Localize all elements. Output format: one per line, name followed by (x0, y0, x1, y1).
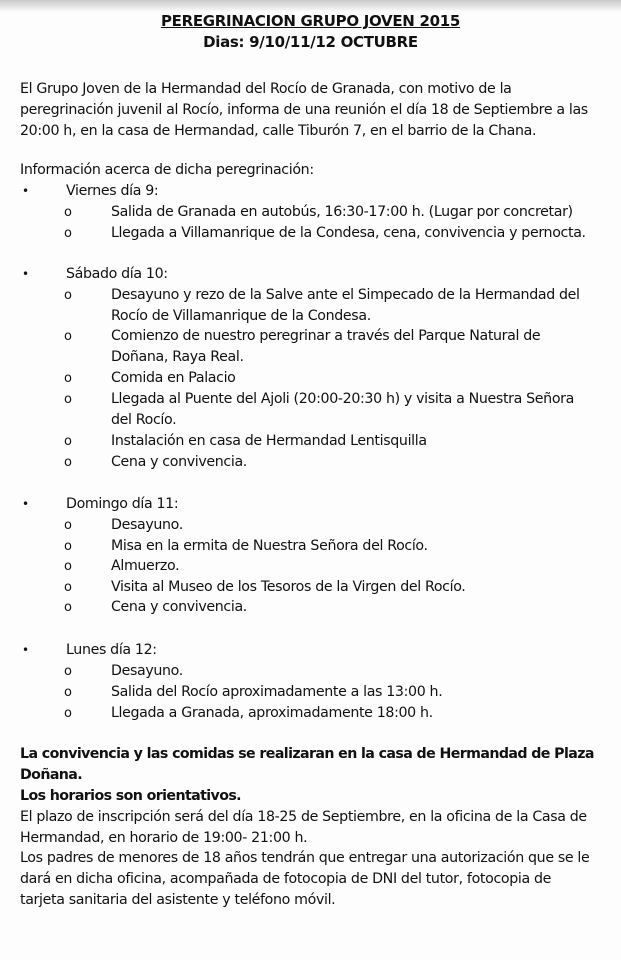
list-item-text: Salida de Granada en autobús, 16:30-17:00 h. (Lugar por concretar) (111, 204, 573, 220)
list-item-text: Desayuno. (111, 517, 183, 533)
list-item-text: Desayuno y rezo de la Salve ante el Simpecado de la Hermandad del Rocío de Villamanrique de la Condesa. (111, 287, 580, 324)
list-item-text: Comida en Palacio (111, 370, 236, 386)
list-item-text: Desayuno. (111, 663, 183, 679)
list-item-text: Llegada al Puente del Ajoli (20:00-20:30 h) y visita a Nuestra Señora del Rocío. (111, 391, 574, 428)
circle-bullet-icon: o (64, 371, 72, 386)
day-label: Sábado día 10: (66, 266, 168, 282)
note-convivencia: La convivencia y las comidas se realizaran en la casa de Hermandad de Plaza Doñana. (20, 746, 594, 783)
circle-bullet-icon: o (64, 455, 72, 470)
circle-bullet-icon: o (64, 329, 72, 344)
bullet-icon: • (22, 267, 29, 281)
top-shadow (0, 0, 621, 12)
day-label: Domingo día 11: (66, 496, 179, 512)
bullet-icon: • (22, 184, 29, 198)
note-horarios: Los horarios son orientativos. (20, 788, 241, 804)
list-item-text: Almuerzo. (111, 558, 180, 574)
bullet-icon: • (22, 643, 29, 657)
circle-bullet-icon: o (64, 600, 72, 615)
circle-bullet-icon: o (64, 226, 72, 241)
circle-bullet-icon: o (64, 706, 72, 721)
list-item-text: Visita al Museo de los Tesoros de la Virgen del Rocío. (111, 579, 466, 595)
circle-bullet-icon: o (64, 539, 72, 554)
list-item-text: Cena y convivencia. (111, 454, 247, 470)
note-inscripcion: El plazo de inscripción será del día 18-25 de Septiembre, en la oficina de la Casa de Hermandad, en horario de 19:00- 21:00 h. (20, 809, 587, 846)
circle-bullet-icon: o (64, 288, 72, 303)
circle-bullet-icon: o (64, 559, 72, 574)
day-label: Lunes día 12: (66, 642, 157, 658)
circle-bullet-icon: o (64, 205, 72, 220)
circle-bullet-icon: o (64, 392, 72, 407)
circle-bullet-icon: o (64, 518, 72, 533)
list-item-text: Llegada a Granada, aproximadamente 18:00 h. (111, 705, 433, 721)
circle-bullet-icon: o (64, 580, 72, 595)
info-heading: Información acerca de dicha peregrinación: (20, 162, 314, 178)
bullet-icon: • (22, 497, 29, 511)
list-item-text: Comienzo de nuestro peregrinar a través del Parque Natural de Doñana, Raya Real. (111, 328, 541, 365)
intro-paragraph: El Grupo Joven de la Hermandad del Rocío de Granada, con motivo de la peregrinación juvenil al Rocío, informa de una reunión el día 18 de Septiembre a las 20:00 h, en la casa de Hermandad, calle Tiburón 7, en el barrio de la Chana. (20, 81, 588, 139)
list-item-text: Llegada a Villamanrique de la Condesa, cena, convivencia y pernocta. (111, 225, 586, 241)
note-padres: Los padres de menores de 18 años tendrán que entregar una autorización que se le dará en dicha oficina, acompañada de fotocopia de DNI del tutor, fotocopia de tarjeta sanitaria del asistente y teléfono móvil. (20, 850, 590, 908)
list-item-text: Cena y convivencia. (111, 599, 247, 615)
circle-bullet-icon: o (64, 434, 72, 449)
circle-bullet-icon: o (64, 664, 72, 679)
day-label: Viernes día 9: (66, 183, 159, 199)
document-title-text: PEREGRINACION GRUPO JOVEN 2015 (160, 12, 461, 30)
list-item-text: Salida del Rocío aproximadamente a las 13:00 h. (111, 684, 443, 700)
list-item-text: Instalación en casa de Hermandad Lentisquilla (111, 433, 427, 449)
document-subtitle: Dias: 9/10/11/12 OCTUBRE (203, 33, 418, 51)
circle-bullet-icon: o (64, 685, 72, 700)
document-title (0, 12, 621, 30)
list-item-text: Misa en la ermita de Nuestra Señora del Rocío. (111, 538, 428, 554)
